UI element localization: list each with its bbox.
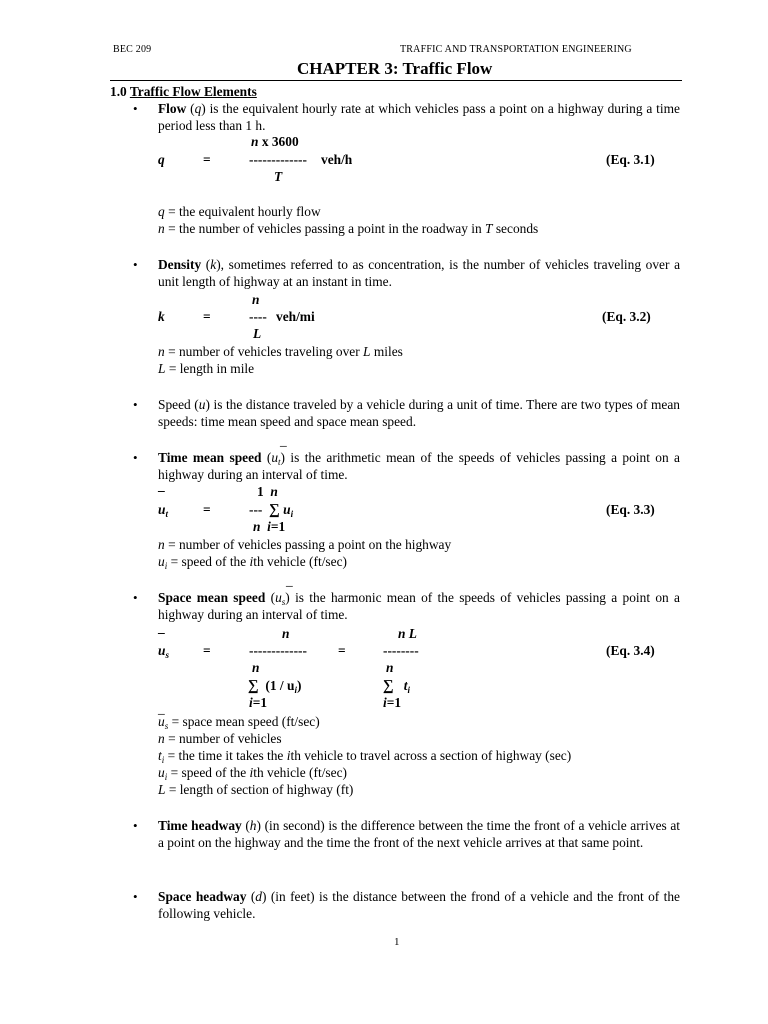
space-mean-eq-equals-2: = — [338, 643, 346, 658]
sigma-icon: ∑ — [269, 502, 280, 518]
time-headway-symbol: h — [249, 818, 257, 833]
space-headway-desc-1: (in feet) is the distance between the frond of a vehicle and the — [270, 889, 614, 904]
flow-eq-equals: = — [203, 152, 211, 167]
course-code: BEC 209 — [113, 44, 152, 55]
page-number: 1 — [394, 936, 400, 948]
time-mean-eq-equals: = — [203, 502, 211, 517]
flow-desc-2: during a time period less than 1 h. — [158, 101, 680, 133]
density-eq-denominator: L — [253, 326, 262, 341]
section-heading — [110, 83, 257, 100]
time-mean-eq-lhs-bar: _ — [158, 478, 165, 493]
density-term: Density — [158, 257, 202, 272]
space-mean-eq-sum-top-1: n — [252, 660, 260, 675]
space-mean-eq-sum-2: ∑ $t_i$ — [383, 678, 410, 695]
time-mean-eq-numerator: 1 n — [257, 484, 278, 499]
space-mean-def-4: $u_i$ = speed of the ith vehicle (ft/sec) — [158, 765, 347, 782]
bullet-space-mean: • — [133, 590, 138, 605]
time-headway-term: Time headway — [158, 818, 242, 833]
density-desc-2: traveling over a unit length of highway at an instant in time. — [158, 257, 681, 289]
bullet-time-mean: • — [133, 450, 138, 465]
bullet-time-headway: • — [133, 818, 138, 833]
time-mean-desc-1: is the arithmetic mean of the speeds of vehicles passing a point — [290, 450, 650, 465]
space-mean-eq-lhs: $u_s$ — [158, 643, 169, 660]
flow-symbol: q — [194, 101, 202, 116]
density-def-2: L = length in mile — [158, 361, 255, 376]
speed-desc-2: types of mean speeds: time mean speed and space mean speed. — [158, 397, 680, 429]
flow-eq-lhs: q — [158, 152, 165, 167]
header-rule — [110, 80, 682, 81]
chapter-title: CHAPTER 3: Traffic Flow — [297, 59, 493, 78]
time-mean-symbol: u — [271, 450, 279, 465]
time-headway-paragraph: Time headway (h) (in second) is the difference between the time the front of a vehicle arrives at a point on the highway and the time the front of the next vehicle arrives at that same point. — [158, 818, 680, 850]
space-mean-term: Space mean speed — [158, 590, 266, 605]
space-mean-desc-2: on a highway during an interval of time. — [158, 590, 680, 622]
time-mean-eq-lhs: $u_t$ — [158, 502, 168, 519]
speed-paragraph: Speed (u) is the distance traveled by a vehicle during a unit of time. There are two types of mean speeds: time mean speed and space mean speed. — [158, 397, 680, 429]
time-headway-desc-2: vehicle arrives at a point on the highway and the time the front of the next vehicle — [158, 818, 680, 850]
density-def-1: n = number of vehicles traveling over L miles — [158, 344, 403, 359]
space-mean-eq-sum-1: ∑ $(1 / u_i)$ — [248, 678, 302, 695]
density-eq-unit: veh/mi — [276, 309, 315, 324]
space-mean-def-bar: _ — [158, 701, 165, 716]
space-mean-def-2: n = number of vehicles — [158, 731, 282, 746]
time-headway-desc-1: (in second) is the difference between the time the front of a — [264, 818, 585, 833]
course-title: TRAFFIC AND TRANSPORTATION ENGINEERING — [400, 44, 632, 55]
space-headway-paragraph: Space headway (d) (in feet) is the distance between the frond of a vehicle and the front of the following vehicle. — [158, 889, 680, 921]
speed-symbol: u — [198, 397, 206, 412]
density-eq-label: (Eq. 3.2) — [602, 309, 651, 324]
time-headway-desc-3: arrives at that same point. — [505, 835, 644, 850]
time-mean-eq-label: (Eq. 3.3) — [606, 502, 655, 517]
bullet-speed: • — [133, 397, 138, 412]
space-mean-desc-1: is the harmonic mean of the speeds of vehicles passing a point — [295, 590, 651, 605]
flow-def-1: q = the equivalent hourly flow — [158, 204, 321, 219]
flow-paragraph: Flow (q) is the equivalent hourly rate at which vehicles pass a point on a highway during a time period less than 1 h. — [158, 101, 680, 133]
space-mean-eq-numerator-1: n — [282, 626, 290, 641]
flow-def-2: n = the number of vehicles passing a point in the roadway in T seconds — [158, 221, 539, 236]
space-mean-symbol: u — [275, 590, 282, 605]
density-eq-equals: = — [203, 309, 211, 324]
space-mean-eq-lhs-bar: _ — [158, 620, 165, 635]
sigma-icon: ∑ — [383, 678, 394, 694]
flow-eq-denominator: T — [274, 169, 283, 184]
space-mean-eq-lower-1: i=1 — [249, 695, 268, 710]
space-mean-overbar: _ — [286, 573, 293, 588]
bullet-density: • — [133, 257, 138, 272]
flow-term: Flow — [158, 101, 187, 116]
time-mean-def-1: n = number of vehicles passing a point on the highway — [158, 537, 452, 552]
space-mean-def-3: $t_i$ = the time it takes the ith vehicle to travel across a section of highway (sec) — [158, 748, 572, 765]
flow-desc-1: is the equivalent hourly rate at which vehicles pass a point on a highway — [209, 101, 604, 116]
space-mean-eq-fraction-bar-2: -------- — [383, 643, 419, 658]
density-desc-1: sometimes referred to as concentration, is the number of vehicles — [228, 257, 589, 272]
sigma-icon: ∑ — [248, 678, 259, 694]
bullet-flow: • — [133, 101, 138, 116]
section-number: 1.0 — [110, 84, 127, 99]
space-headway-term: Space headway — [158, 889, 247, 904]
flow-eq-fraction-bar: ------------- — [249, 152, 307, 167]
speed-term: Speed — [158, 397, 191, 412]
space-mean-eq-lower-2: i=1 — [383, 695, 402, 710]
time-mean-def-2: $u_i$ = speed of the ith vehicle (ft/sec) — [158, 554, 347, 571]
flow-eq-unit: veh/h — [321, 152, 353, 167]
density-symbol: k — [210, 257, 217, 272]
space-mean-paragraph: Space mean speed $(u_s)$ is the harmonic mean of the speeds of vehicles passing a point on a highway during an interval of time. — [158, 590, 680, 622]
density-eq-lhs: k — [158, 309, 165, 324]
time-mean-paragraph: Time mean speed $(u_t)$ is the arithmetic mean of the speeds of vehicles passing a point on a highway during an interval of time. — [158, 450, 681, 482]
time-mean-term: Time mean speed — [158, 450, 262, 465]
time-mean-overbar: _ — [280, 433, 287, 448]
time-mean-desc-2: on a highway during an interval of time. — [158, 450, 681, 482]
space-headway-desc-2: front of the following vehicle. — [158, 889, 680, 921]
section-title: Traffic Flow Elements — [129, 84, 257, 99]
flow-eq-label: (Eq. 3.1) — [606, 152, 655, 167]
space-mean-eq-equals: = — [203, 643, 211, 658]
space-mean-eq-fraction-bar-1: ------------- — [249, 643, 307, 658]
space-mean-eq-label: (Eq. 3.4) — [606, 643, 655, 658]
bullet-space-headway: • — [133, 889, 138, 904]
space-mean-eq-numerator-2: n L — [398, 626, 417, 641]
speed-desc-1: is the distance traveled by a vehicle during a unit of time. There are two — [213, 397, 601, 412]
space-headway-symbol: d — [255, 889, 262, 904]
density-eq-numerator: n — [252, 292, 260, 307]
time-mean-eq-lower: n i=1 — [253, 519, 286, 534]
space-mean-def-1: $u_s$ = space mean speed (ft/sec) — [158, 714, 320, 731]
density-paragraph: Density (k), sometimes referred to as concentration, is the number of vehicles traveling over a unit length of highway at an instant in time. — [158, 257, 681, 289]
density-eq-fraction-bar: ---- — [249, 309, 267, 324]
space-mean-eq-sum-top-2: n — [386, 660, 394, 675]
time-mean-eq-sum: --- ∑ $u_i$ — [249, 502, 294, 519]
flow-eq-numerator: n x 3600 — [251, 134, 299, 149]
space-mean-def-5: L = length of section of highway (ft) — [158, 782, 354, 797]
